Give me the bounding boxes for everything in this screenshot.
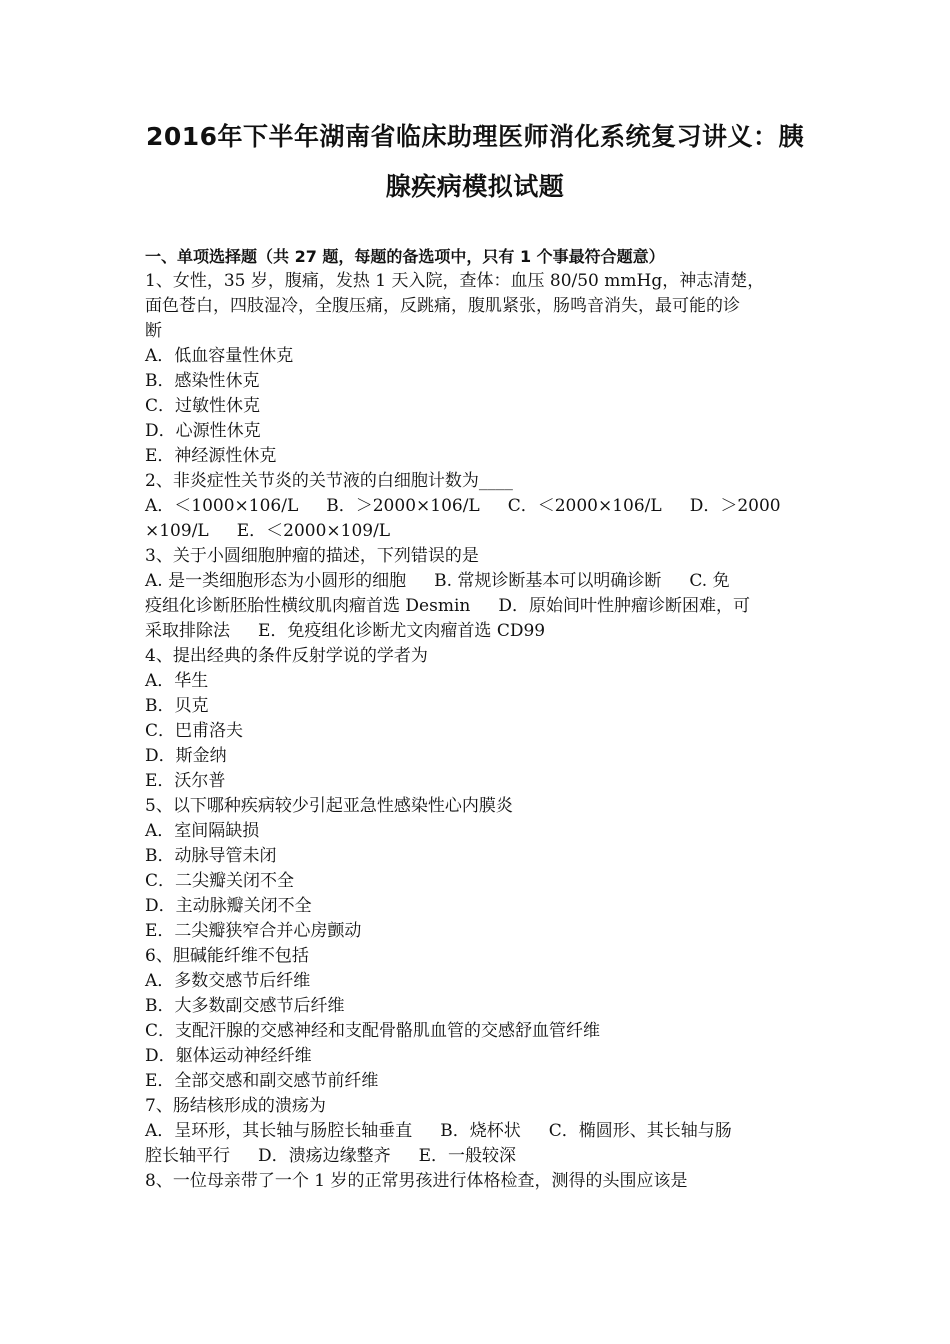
question-stem: 8、一位母亲带了一个 1 岁的正常男孩进行体格检查，测得的头围应该是 <box>145 1171 688 1191</box>
option-c: C．过敏性休克 <box>145 396 261 416</box>
title-line-1: 2016年下半年湖南省临床助理医师消化系统复习讲义：胰 <box>145 122 805 151</box>
question-stem: 1、女性，35 岁，腹痛，发热 1 天入院，查体：血压 80/50 mmHg，神志清楚， <box>145 271 765 291</box>
option-e: E．二尖瓣狭窄合并心房颤动 <box>145 921 362 941</box>
option-e: E．免疫组化诊断尤文肉瘤首选 CD99 <box>258 621 546 641</box>
option-e: E．神经源性休克 <box>145 446 277 466</box>
question-stem: 5、以下哪种疾病较少引起亚急性感染性心内膜炎 <box>145 796 513 816</box>
question-3 <box>145 544 815 644</box>
question-stem: 4、提出经典的条件反射学说的学者为 <box>145 646 428 666</box>
option-c: C．椭圆形、其长轴与肠 <box>548 1121 732 1141</box>
title-line-2: 腺疾病模拟试题 <box>385 172 565 201</box>
question-stem: 断 <box>145 321 162 341</box>
option-d-continued: 采取排除法 <box>145 621 230 641</box>
question-4 <box>145 644 815 794</box>
option-c: C．＜2000×106/L <box>507 496 662 516</box>
option-e: E．全部交感和副交感节前纤维 <box>145 1071 379 1091</box>
option-d: D．心源性休克 <box>145 421 261 441</box>
question-7 <box>145 1094 815 1169</box>
options-line <box>145 569 815 594</box>
option-a: A．低血容量性休克 <box>145 346 294 366</box>
option-d: D．躯体运动神经纤维 <box>145 1046 312 1066</box>
option-a: A．室间隔缺损 <box>145 821 260 841</box>
options-line <box>145 1144 815 1169</box>
question-6 <box>145 944 815 1094</box>
option-e: E．一般较深 <box>418 1146 517 1166</box>
option-e: E．＜2000×109/L <box>236 521 391 541</box>
option-b: B．动脉导管未闭 <box>145 846 277 866</box>
option-c: C．支配汗腺的交感神经和支配骨骼肌血管的交感舒血管纤维 <box>145 1021 601 1041</box>
option-b: B．贝克 <box>145 696 209 716</box>
option-d: D．原始间叶性肿瘤诊断困难，可 <box>498 596 750 616</box>
option-b: B．感染性休克 <box>145 371 260 391</box>
options-line <box>145 519 815 544</box>
option-a: A．＜1000×106/L <box>145 496 299 516</box>
question-2 <box>145 469 815 544</box>
option-c: C．二尖瓣关闭不全 <box>145 871 295 891</box>
options-line <box>145 494 815 519</box>
option-b: B. 常规诊断基本可以明确诊断 <box>434 571 662 591</box>
option-d-continued: ×109/L <box>145 521 209 541</box>
question-1 <box>145 269 815 469</box>
question-stem: 3、关于小圆细胞肿瘤的描述，下列错误的是 <box>145 546 479 566</box>
option-a: A. 是一类细胞形态为小圆形的细胞 <box>145 571 407 591</box>
option-a: A．多数交感节后纤维 <box>145 971 311 991</box>
document-title <box>120 112 830 212</box>
question-stem: 6、胆碱能纤维不包括 <box>145 946 309 966</box>
document-body <box>145 244 815 1194</box>
option-d: D．斯金纳 <box>145 746 227 766</box>
option-d: D．主动脉瓣关闭不全 <box>145 896 312 916</box>
question-8 <box>145 1169 815 1194</box>
option-d: D．＞2000 <box>689 496 781 516</box>
option-c: C. 免 <box>689 571 730 591</box>
option-b: B．烧杯状 <box>440 1121 521 1141</box>
option-b: B．大多数副交感节后纤维 <box>145 996 345 1016</box>
section-heading: 一、单项选择题（共 27 题，每题的备选项中，只有 1 个事最符合题意） <box>145 247 665 266</box>
options-line <box>145 619 815 644</box>
question-stem: 2、非炎症性关节炎的关节液的白细胞计数为____ <box>145 471 513 491</box>
question-5 <box>145 794 815 944</box>
question-stem: 7、肠结核形成的溃疡为 <box>145 1096 326 1116</box>
option-c: C．巴甫洛夫 <box>145 721 244 741</box>
option-c-continued: 腔长轴平行 <box>145 1146 230 1166</box>
option-a: A．华生 <box>145 671 209 691</box>
option-c-continued: 疫组化诊断胚胎性横纹肌肉瘤首选 Desmin <box>145 596 471 616</box>
option-e: E．沃尔普 <box>145 771 226 791</box>
option-d: D．溃疡边缘整齐 <box>258 1146 391 1166</box>
option-a: A．呈环形，其长轴与肠腔长轴垂直 <box>145 1121 413 1141</box>
option-b: B．＞2000×106/L <box>326 496 480 516</box>
options-line <box>145 1119 815 1144</box>
options-line <box>145 594 815 619</box>
question-stem: 面色苍白，四肢湿冷，全腹压痛，反跳痛，腹肌紧张，肠鸣音消失，最可能的诊 <box>145 296 740 316</box>
